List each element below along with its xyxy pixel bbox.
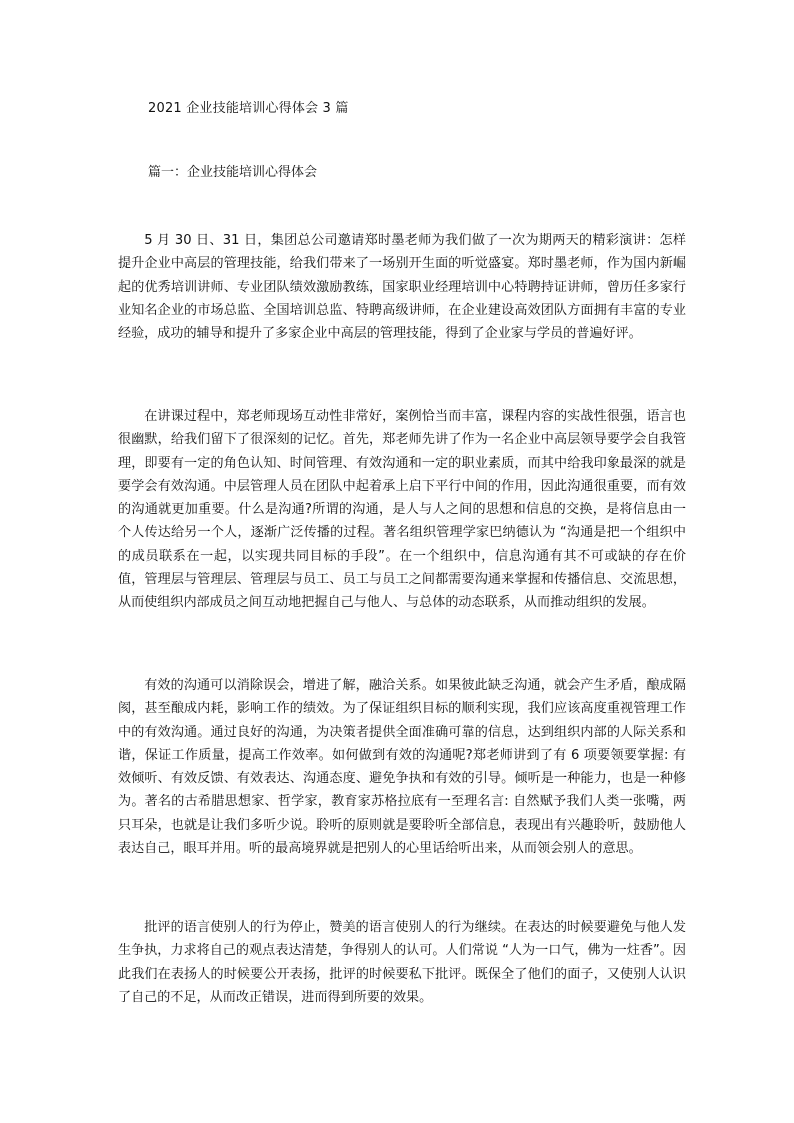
paragraph-4: 批评的语言使别人的行为停止，赞美的语言使别人的行为继续。在表达的时候要避免与他人发生争执，力求将自己的观点表达清楚，争得别人的认可。人们常说 “人为一口气，佛为一炷香”。因此我们在表扬人的时候要公开表扬，批评的时候要私下批评。既保全了他们的面子，又使别人认识了自己的不足，从而改正错误，进而得到所要的效果。 — [118, 920, 686, 1005]
section-title: 篇一：企业技能培训心得体会 — [148, 165, 318, 180]
paragraph-1: 5 月 30 日、31 日，集团总公司邀请郑时墨老师为我们做了一次为期两天的精彩演讲：怎样提升企业中高层的管理技能，给我们带来了一场别开生面的听觉盛宴。郑时墨老师，作为国内新崛起的优秀培训讲师、专业团队绩效激励教练，国家职业经理培训中心特聘持证讲师，曾历任多家行业知名企业的市场总监、全国培训总监、特聘高级讲师，在企业建设高效团队方面拥有丰富的专业经验，成功的辅导和提升了多家企业中高层的管理技能，得到了企业家与学员的普遍好评。 — [118, 233, 686, 342]
paragraph-3: 有效的沟通可以消除误会，增进了解，融洽关系。如果彼此缺乏沟通，就会产生矛盾，酿成隔阂，甚至酿成内耗，影响工作的绩效。为了保证组织目标的顺利实现，我们应该高度重视管理工作中的有效沟通。通过良好的沟通，为决策者提供全面准确可靠的信息，达到组织内部的人际关系和谐，保证工作质量，提高工作效率。如何做到有效的沟通呢?郑老师讲到了有 6 项要领要掌握: 有效倾听、有效反馈、有效表达、沟通态度、避免争执和有效的引导。倾听是一种能力，也是一种修为。著名的古希腊思想家、哲学家，教育家苏格拉底有一至理名言: 自然赋予我们人类一张嘴，两只耳朵，也就是让我们多听少说。聆听的原则就是要聆听全部信息，表现出有兴趣聆听，鼓励他人表达自己，眼耳并用。听的最高境界就是把别人的心里话给听出来，从而领会别人的意思。 — [118, 678, 686, 857]
paragraph-2: 在讲课过程中，郑老师现场互动性非常好，案例恰当而丰富，课程内容的实战性很强，语言也很幽默，给我们留下了很深刻的记忆。首先，郑老师先讲了作为一名企业中高层领导要学会自我管理，即要有一定的角色认知、时间管理、有效沟通和一定的职业素质，而其中给我印象最深的就是要学会有效沟通。中层管理人员在团队中起着承上启下平行中间的作用，因此沟通很重要，而有效的沟通就更加重要。什么是沟通?所谓的沟通，是人与人之间的思想和信息的交换，是将信息由一个人传达给另一个人，逐渐广泛传播的过程。著名组织管理学家巴纳德认为 “沟通是把一个组织中的成员联系在一起，以实现共同目标的手段”。在一个组织中，信息沟通有其不可或缺的存在价值，管理层与管理层、管理层与员工、员工与员工之间都需要沟通来掌握和传播信息、交流思想，从而使组织内部成员之间互动地把握自己与他人、与总体的动态联系，从而推动组织的发展。 — [118, 409, 686, 611]
document-title: 2021 企业技能培训心得体会 3 篇 — [148, 101, 349, 116]
